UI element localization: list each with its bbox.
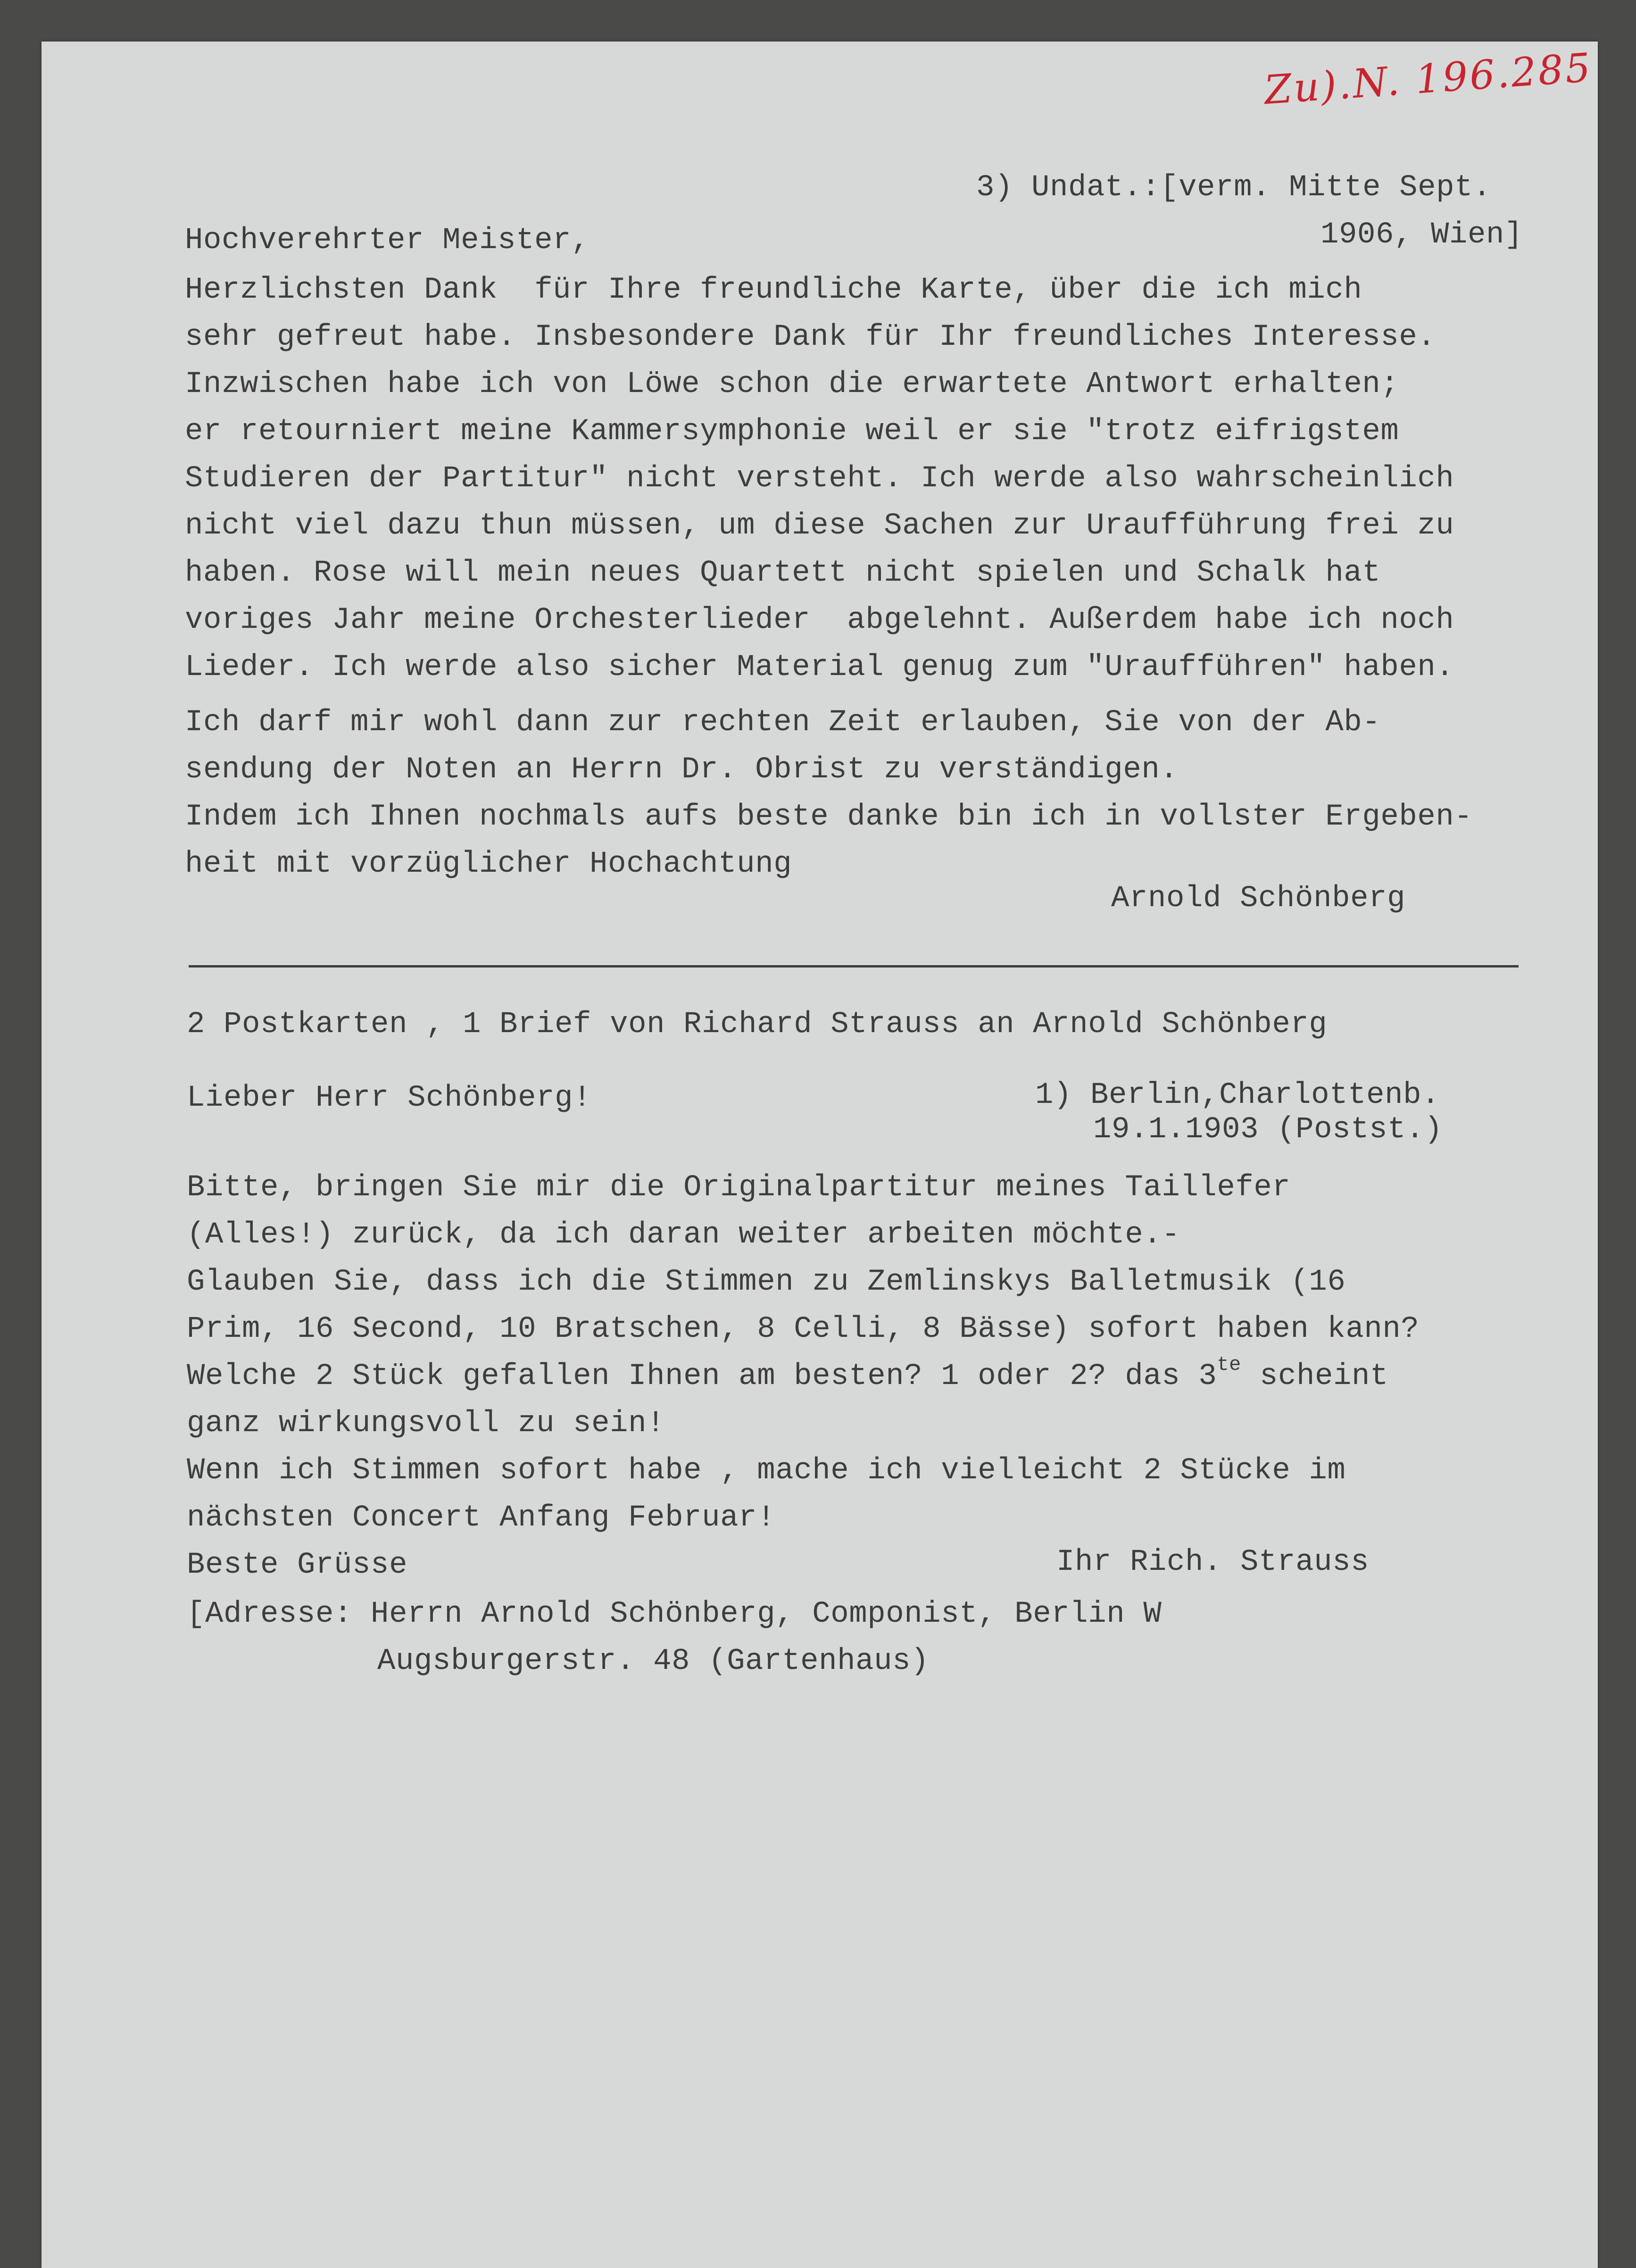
- letter2-dating-line1: 1) Berlin,Charlottenb.: [1035, 1078, 1440, 1112]
- letter1-body-line: er retourniert meine Kammersymphonie weil er sie "trotz eifrigstem: [185, 415, 1399, 449]
- letter2-body-line: Bitte, bringen Sie mir die Originalpartitur meines Taillefer: [187, 1171, 1291, 1205]
- letter2-body-line: nächsten Concert Anfang Februar!: [187, 1501, 776, 1535]
- letter1-body-line: Lieder. Ich werde also sicher Material genug zum "Uraufführen" haben.: [185, 650, 1454, 684]
- address-line1: [Adresse: Herrn Arnold Schönberg, Componist, Berlin W: [187, 1597, 1162, 1631]
- letter2-closing: Beste Grüsse: [187, 1548, 408, 1582]
- letter1-body-line: nicht viel dazu thun müssen, um diese Sachen zur Uraufführung frei zu: [185, 509, 1454, 543]
- letter1-salutation: Hochverehrter Meister,: [185, 224, 590, 258]
- letter1-body-line: sehr gefreut habe. Insbesondere Dank für Ihr freundliches Interesse.: [185, 320, 1436, 354]
- letter1-body-line: voriges Jahr meine Orchesterlieder abgelehnt. Außerdem habe ich noch: [185, 603, 1454, 637]
- ordinal-superscript: te: [1217, 1353, 1241, 1376]
- letter2-body-line: Glauben Sie, dass ich die Stimmen zu Zemlinskys Balletmusik (16: [187, 1265, 1346, 1299]
- section-divider: [189, 965, 1519, 967]
- letter1-body-line: haben. Rose will mein neues Quartett nicht spielen und Schalk hat: [185, 556, 1381, 590]
- letter1-dating-line1: 3) Undat.:[verm. Mitte Sept.: [976, 171, 1492, 205]
- letter2-signature: Ihr Rich. Strauss: [1056, 1545, 1370, 1579]
- letter2-line-text: Welche 2 Stück gefallen Ihnen am besten? 1 oder 2? das 3: [187, 1359, 1217, 1393]
- letter1-body-line: Inzwischen habe ich von Löwe schon die erwartete Antwort erhalten;: [185, 367, 1399, 401]
- letter1-body-line: heit mit vorzüglicher Hochachtung: [185, 847, 792, 881]
- address-line2: Augsburgerstr. 48 (Gartenhaus): [377, 1644, 930, 1678]
- letter2-dating-line2: 19.1.1903 (Postst.): [1093, 1113, 1443, 1147]
- letter1-body-line: Ich darf mir wohl dann zur rechten Zeit erlauben, Sie von der Ab-: [185, 706, 1381, 740]
- letter2-body-line-superscript: [187, 1353, 1388, 1400]
- letter2-body-line: Wenn ich Stimmen sofort habe , mache ich vielleicht 2 Stücke im: [187, 1454, 1346, 1488]
- letter2-salutation: Lieber Herr Schönberg!: [187, 1081, 592, 1115]
- archive-signature-mark: Zu).N. 196.285: [1262, 44, 1594, 114]
- letter2-line-text-end: scheint: [1241, 1359, 1389, 1393]
- letter2-body-line: Prim, 16 Second, 10 Bratschen, 8 Celli, 8 Bässe) sofort haben kann?: [187, 1312, 1420, 1346]
- letter2-body-line: (Alles!) zurück, da ich daran weiter arbeiten möchte.-: [187, 1218, 1180, 1252]
- section-heading: 2 Postkarten , 1 Brief von Richard Strauss an Arnold Schönberg: [187, 1008, 1328, 1042]
- letter2-body-line: ganz wirkungsvoll zu sein!: [187, 1407, 665, 1441]
- letter1-body-line: Indem ich Ihnen nochmals aufs beste danke bin ich in vollster Ergeben-: [185, 800, 1473, 834]
- letter1-body-line: Studieren der Partitur" nicht versteht. Ich werde also wahrscheinlich: [185, 462, 1454, 496]
- letter1-signature: Arnold Schönberg: [1111, 882, 1406, 916]
- letter1-dating-line2: 1906, Wien]: [1320, 218, 1523, 252]
- letter1-body-line: sendung der Noten an Herrn Dr. Obrist zu verständigen.: [185, 753, 1179, 787]
- letter1-body-line: Herzlichsten Dank für Ihre freundliche Karte, über die ich mich: [185, 273, 1362, 307]
